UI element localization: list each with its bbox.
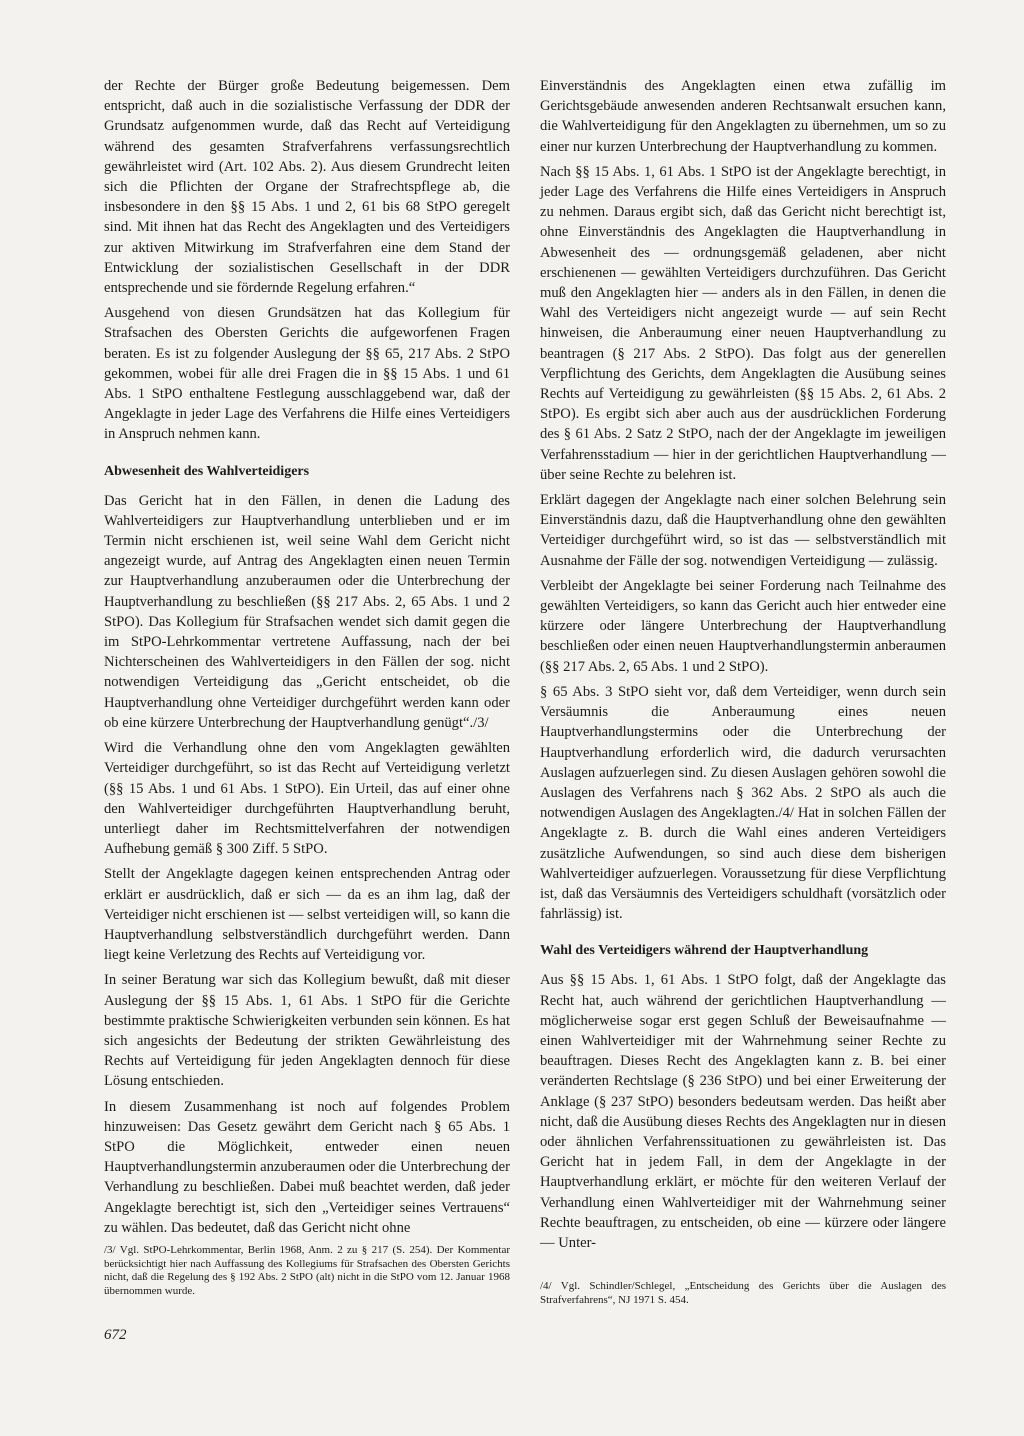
footnote-4: /4/ Vgl. Schindler/Schlegel, „Entscheidung des Gerichts über die Auslagen des Strafverfahrens“, NJ 1971 S. 454. — [540, 1280, 946, 1306]
paragraph: Aus §§ 15 Abs. 1, 61 Abs. 1 StPO folgt, daß der Angeklagte das Recht hat, auch während der gerichtlichen Hauptverhandlung — möglicherweise sogar erst gegen Schluß der Beweisaufnahme — einen Wahlverteidiger mit der Wahrnehmung seiner Rechte zu beauftragen. Dieses Recht des Angeklagten kann z. B. bei einer veränderten Rechtslage (§ 236 StPO) und bei einer Erweiterung der Anklage (§ 237 StPO) besonders bedeutsam werden. Das heißt aber nicht, daß die Ausübung dieses Rechts des Angeklagten nur in diesen oder ähnlichen Verfahrenssituationen zu gewährleisten ist. Das Gericht hat in jedem Fall, in dem der Angeklagte in der Hauptverhandlung erklärt, er möchte für den weiteren Verlauf der Verhandlung einen Wahlverteidiger mit der Wahrnehmung seiner Rechte beauftragen, zu entscheiden, ob eine — kürzere oder längere — Unter- — [540, 972, 946, 1251]
paragraph: Das Gericht hat in den Fällen, in denen die Ladung des Wahlverteidigers zur Hauptverhandlung unterblieben und er im Termin nicht erschienen ist, weil seine Wahl dem Gericht nicht angezeigt wurde, auf Antrag des Angeklagten einen neuen Termin zur Hauptverhandlung anzuberaumen oder die Unterbrechung der Hauptverhandlung zu beschließen (§§ 217 Abs. 2, 65 Abs. 1 und 2 StPO). Das Kollegium für Strafsachen wendet sich damit gegen die im StPO-Lehrkommentar vertretene Auffassung, nach der bei Nichterscheinen des Wahlverteidigers in den Fällen der sog. nicht notwendigen Verteidigung das „Gericht entscheidet, ob die Hauptverhandlung ohne Verteidiger durchgeführt werden kann oder ob eine kürzere Unterbrechung der Hauptverhandlung genügt“./3/ — [104, 492, 510, 731]
paragraph: Erklärt dagegen der Angeklagte nach einer solchen Belehrung sein Einverständnis dazu, daß die Hauptverhandlung ohne den gewählten Verteidiger durchgeführt wird, so ist das — selbstverständlich mit Ausnahme der Fälle der sog. notwendigen Verteidigung — zulässig. — [540, 492, 946, 569]
section-heading: Abwesenheit des Wahlverteidigers — [104, 463, 310, 479]
paragraph: § 65 Abs. 3 StPO sieht vor, daß dem Verteidiger, wenn durch sein Versäumnis die Anberaumung eines neuen Hauptverhandlungstermins oder die Unterbrechung der Hauptverhandlung erforderlich wird, die dadurch verursachten Auslagen aufzuerlegen sind. Zu diesen Auslagen gehören sowohl die Auslagen des Verfahrens nach § 362 Abs. 2 StPO als auch die notwendigen Auslagen des Angeklagten./4/ Hat in solchen Fällen der Angeklagte z. B. durch die Wahl eines anderen Verteidigers zusätzliche Aufwendungen, so sind auch diese dem bisherigen Wahlverteidiger aufzuerlegen. Voraussetzung für diese Verpflichtung ist, daß das Versäumnis des Verteidigers schuldhaft (vorsätzlich oder fahrlässig) ist. — [540, 683, 946, 923]
section-heading: Wahl des Verteidigers während der Hauptverhandlung — [540, 943, 869, 959]
footnote-3: /3/ Vgl. StPO-Lehrkommentar, Berlin 1968, Anm. 2 zu § 217 (S. 254). Der Kommentar berücksichtigt hier nach Auffassung des Kollegiums für Strafsachen des Obersten Gerichts nicht, daß die Regelung des § 192 Abs. 2 StPO (alt) nicht in die StPO vom 12. Januar 1968 übernommen wurde. — [104, 1244, 510, 1297]
paragraph: Einverständnis des Angeklagten einen etwa zufällig im Gerichtsgebäude anwesenden anderen Rechtsanwalt ersuchen kann, die Wahlverteidigung für den Angeklagten zu übernehmen, um so zu einer nur kurzen Unterbrechung der Hauptverhandlung zu kommen. — [540, 78, 946, 155]
paragraph: In diesem Zusammenhang ist noch auf folgendes Problem hinzuweisen: Das Gesetz gewährt dem Gericht nach § 65 Abs. 1 StPO die Möglichkeit, entweder einen neuen Hauptverhandlungstermin anzuberaumen oder die Unterbrechung der Verhandlung zu beschließen. Dabei muß beachtet werden, daß jeder Angeklagte berechtigt ist, sich den „Verteidiger seines Vertrauens“ zu wählen. Das bedeutet, daß das Gericht nicht ohne — [104, 1098, 510, 1236]
paragraph: Ausgehend von diesen Grundsätzen hat das Kollegium für Strafsachen des Obersten Gerichts die aufgeworfenen Fragen beraten. Es ist zu folgender Auslegung der §§ 65, 217 Abs. 2 StPO gekommen, wobei für alle drei Fragen die in §§ 15 Abs. 1 und 61 Abs. 1 StPO enthaltene Festlegung ausschlaggebend war, daß der Angeklagte in jeder Lage des Verfahrens die Hilfe eines Verteidigers in Anspruch nehmen kann. — [104, 305, 510, 443]
paragraph: Nach §§ 15 Abs. 1, 61 Abs. 1 StPO ist der Angeklagte berechtigt, in jeder Lage des Verfahrens die Hilfe eines Verteidigers in Anspruch zu nehmen. Daraus ergibt sich, daß das Gericht nicht berechtigt ist, ohne Einverständnis des Angeklagten die Hauptverhandlung in Abwesenheit des — ordnungsgemäß geladenen, aber nicht erschienenen — gewählten Verteidigers durchzuführen. Das Gericht muß den Angeklagten hier — anders als in den Fällen, in denen die Wahl des Verteidigers nicht angezeigt wurde — auf sein Recht hinweisen, die Anberaumung einer neuen Hauptverhandlung zu beantragen (§ 217 Abs. 2 StPO). Das folgt aus der generellen Verpflichtung des Gerichts, dem Angeklagten die Ausübung seines Rechts auf Verteidigung zu gewährleisten (§§ 15 Abs. 2, 61 Abs. 2 StPO). Es ergibt sich aber auch aus der ausdrücklichen Forderung des § 61 Abs. 2 Satz 2 StPO, nach der der Angeklagte im jeweiligen Verfahrensstadium — hier in der gerichtlichen Hauptverhandlung — über seine Rechte zu belehren ist. — [540, 163, 946, 483]
paragraph: Stellt der Angeklagte dagegen keinen entsprechenden Antrag oder erklärt er ausdrücklich, daß er sich — da es an ihm lag, daß der Verteidiger nicht erschienen ist — selbst verteidigen will, so kann die Hauptverhandlung selbstverständlich durchgeführt werden. Dann liegt keine Verletzung des Rechts auf Verteidigung vor. — [104, 866, 510, 964]
paragraph: der Rechte der Bürger große Bedeutung beigemessen. Dem entspricht, daß auch in die sozialistische Verfassung der DDR der Grundsatz aufgenommen wurde, daß das Recht auf Verteidigung während des gesamten Strafverfahrens verfassungsrechtlich gewährleistet wird (Art. 102 Abs. 2). Aus diesem Grundrecht leiten sich die Pflichten der Organe der Strafrechtspflege ab, die insbesondere in den §§ 15 Abs. 1 und 2, 61 bis 68 StPO geregelt sind. Mit ihnen hat das Recht des Angeklagten und des Verteidigers zur aktiven Mitwirkung im Strafverfahren eine dem Stand der Entwicklung der sozialistischen Gesellschaft in der DDR entsprechende und sie fördernde Regelung erfahren.“ — [104, 78, 510, 297]
right-column — [540, 76, 946, 1258]
paragraph: Wird die Verhandlung ohne den vom Angeklagten gewählten Verteidiger durchgeführt, so ist das Recht auf Verteidigung verletzt (§§ 15 Abs. 1 und 61 Abs. 1 StPO). Ein Urteil, das auf einer ohne den Wahlverteidiger durchgeführten Hauptverhandlung beruht, unterliegt daher im Rechtsmittelverfahren der notwendigen Aufhebung gemäß § 300 Ziff. 5 StPO. — [104, 740, 510, 858]
paragraph: Verbleibt der Angeklagte bei seiner Forderung nach Teilnahme des gewählten Verteidigers, so kann das Gericht auch hier entweder eine kürzere oder längere Unterbrechung der Hauptverhandlung beschließen oder einen neuen Hauptverhandlungstermin anberaumen (§§ 217 Abs. 2, 65 Abs. 1 und 2 StPO). — [540, 577, 946, 675]
paragraph: In seiner Beratung war sich das Kollegium bewußt, daß mit dieser Auslegung der §§ 15 Abs. 1, 61 Abs. 1 StPO für die Gerichte bestimmte praktische Schwierigkeiten verbunden sein können. Es hat sich angesichts der Bedeutung der strikten Gewährleistung des Rechts auf Verteidigung für jeden Angeklagten dennoch für diese Lösung entschieden. — [104, 972, 510, 1090]
page-number: 672 — [104, 1327, 127, 1343]
left-column — [104, 76, 510, 1243]
